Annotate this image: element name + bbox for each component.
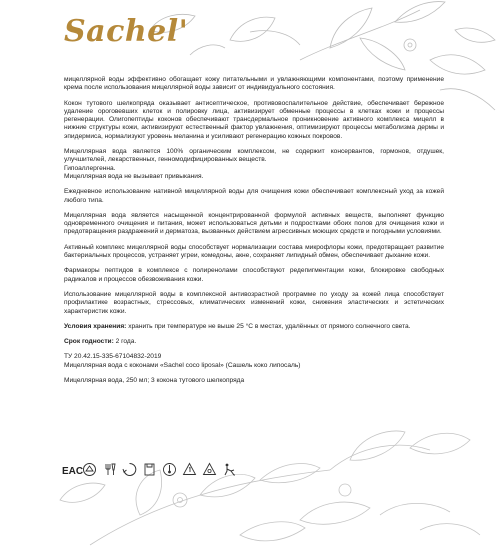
- certification-icons: [62, 462, 237, 477]
- spec-tu: ТУ 20.42.15-335-67104832-2019: [64, 353, 162, 361]
- eac-mark-icon: [62, 462, 84, 477]
- svg-text:EAC: EAC: [62, 465, 84, 477]
- paragraph-hypoallergenic: Гипоаллергенна.: [64, 164, 116, 172]
- paragraph-daily-use: Ежедневное использование нативной мицеллярной воды для очищения кожи обеспечивает комплексный уход за кожей любого типа.: [64, 188, 444, 204]
- glass-fork-icon: [102, 462, 117, 477]
- pet-recycle-icon: [202, 462, 217, 477]
- document-body: [64, 76, 444, 392]
- paragraph-micellar-intro: мицеллярной воды эффективно обогащает кожу питательными и увлажняющими компонентами, поэтому применение крема после использования мицеллярной воды зависит от индивидуального состояния.: [64, 76, 444, 92]
- brand-logo: Sachel': [64, 14, 189, 49]
- shelf-life: [64, 338, 444, 346]
- storage-conditions: [64, 323, 444, 331]
- shelf-life-text: 2 года.: [113, 338, 137, 346]
- paragraph-organic-complex: Мицеллярная вода является 100% органическим комплексом, не содержит консервантов, гормонов, отдушек, улучшителей, лекарственных, генномодифицированных веществ.: [64, 148, 444, 164]
- shelf-life-icon: [142, 462, 157, 477]
- recycle-1-icon: [182, 462, 197, 477]
- paragraph-anti-age: Использование мицеллярной воды в комплексной антивозрастной программе по уходу за кожей лица способствует профилактике возрастных, стрессовых, климатических изменений кожи, снижения эластических и эстетических характеристик кожи.: [64, 290, 444, 315]
- paragraph-silkworm-cocoon: Кокон тутового шелкопряда оказывает антисептическое, противовоспалительное действие, обеспечивает бережное удаление ороговевших клеток и полировку лица, активизирует обменные процессы в клетках кожи и процессы регенерации. Олигопептиды коконов обеспечивают трансдермальное проникновение активного комплекса мицелл в нижние структуры кожи, активизируют естественный фактор увлажнения, оптимизируют процессы метаболизма дермы и эпидермиса, нормализуют уровень меланина и усиливают регенерацию кожных покровов.: [64, 99, 444, 140]
- paragraph-concentrated-formula: Мицеллярная вода является насыщенной концентрированной формулой активных веществ, выполняет функцию одновременного очищения и питания, может использоваться детьми и подростками обоих полов для очищения кожи и предотвращения раздражений и дерматоза, вызванных действием агрессивных моющих средств и погодными условиями.: [64, 211, 444, 236]
- storage-text: хранить при температуре не выше 25 °С в местах, удалённых от прямого солнечного света.: [126, 322, 411, 330]
- recycle-plastic-icon: [82, 462, 97, 477]
- paragraph-active-complex: Активный комплекс мицеллярной воды способствует нормализации состава микрофлоры кожи, предотвращает развитие бактериальных процессов, устраняет угреи, комедоны, акне, сохраняет липидный обмен, обеспечивает дыхание кожи.: [64, 243, 444, 260]
- recycle-arrows-icon: [122, 462, 137, 477]
- paragraph-peptides: Фармакоры пептидов в комплексе с полиренолами способствуют редепигментации кожи, блокировке свободных радикалов и процессов обезвоживания кожи.: [64, 267, 444, 283]
- spec-volume: Мицеллярная вода, 250 мл; 3 кокона тутового шелкопряда: [64, 377, 245, 385]
- shelf-life-label: Срок годности:: [64, 338, 114, 346]
- temperature-icon: [162, 462, 177, 477]
- spec-product-line: Мицеллярная вода с коконами «Sachel coco liposal» (Сашель коко липосаль): [64, 361, 301, 369]
- paragraph-no-addiction: Мицеллярная вода не вызывает привыкания.: [64, 172, 204, 180]
- tidyman-icon: [222, 462, 237, 477]
- storage-label: Условия хранения:: [64, 322, 127, 330]
